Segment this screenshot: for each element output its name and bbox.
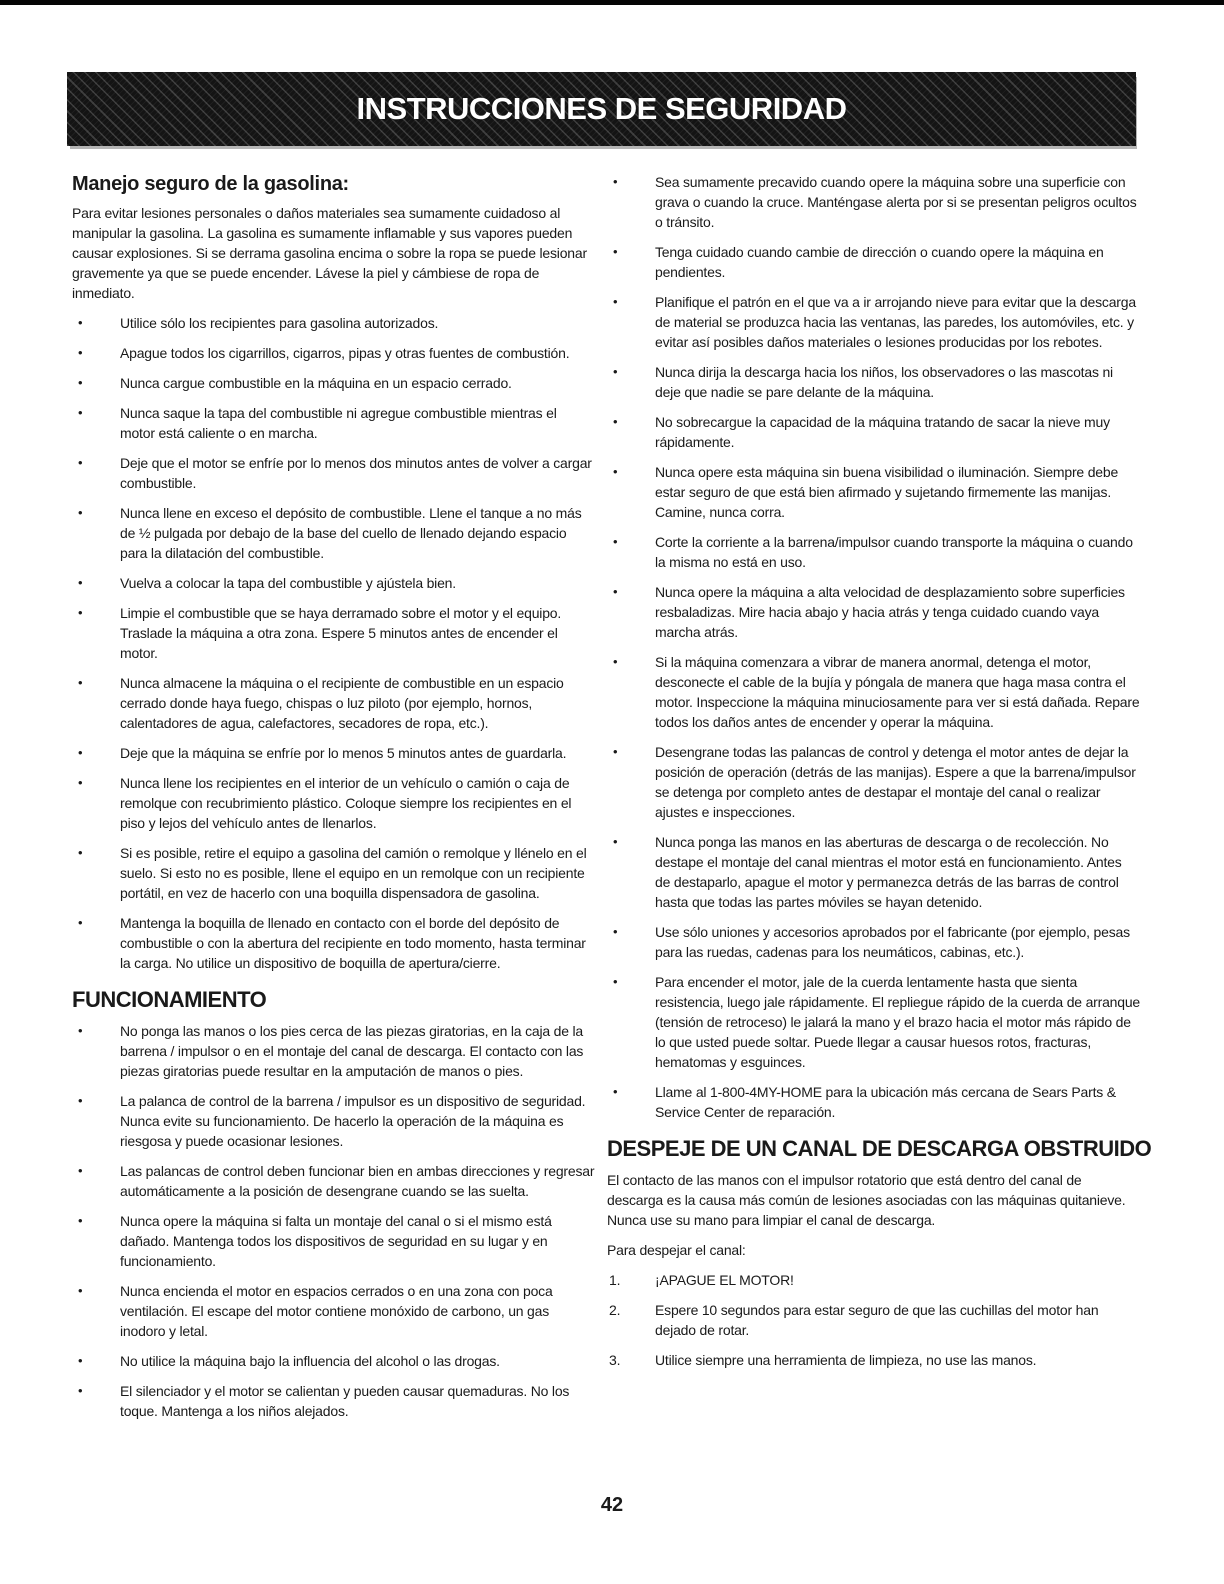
bullet-item [607, 972, 1140, 1072]
bullet-text: Deje que la máquina se enfríe por lo menos 5 minutos antes de guardarla. [120, 745, 567, 761]
bullet-icon: • [613, 364, 618, 379]
gasoline-bullet-list [72, 313, 595, 973]
bullet-text: Nunca almacene la máquina o el recipiente de combustible en un espacio cerrado donde haya fuego, chispas o luz piloto (por ejemplo, hornos, calentadores de agua, calefactores, secadores de ropa, etc.). [120, 675, 564, 731]
bullet-text: Para encender el motor, jale de la cuerda lentamente hasta que sienta resistencia, luego jale rápidamente. El repliegue rápido de la cuerda de arranque (tensión de retroceso) le jalará la mano y el brazo hacia el motor más rápido de lo que usted puede soltar. Puede llegar a causar huesos rotos, fracturas, hematomas y esguinces. [655, 974, 1141, 1070]
bullet-item [607, 532, 1140, 572]
clear-chute-lead-line: Para despejar el canal: [607, 1242, 746, 1258]
bullet-item [72, 1351, 595, 1371]
bullet-icon: • [613, 924, 618, 939]
bullet-icon: • [613, 174, 618, 189]
bullet-text: Tenga cuidado cuando cambie de dirección o cuando opere la máquina en pendientes. [655, 244, 1104, 280]
bullet-item [72, 313, 595, 333]
bullet-icon: • [613, 974, 618, 989]
step-item [607, 1350, 1140, 1370]
bullet-item [72, 343, 595, 363]
step-item [607, 1300, 1140, 1340]
bullet-item [72, 573, 595, 593]
bullet-item [607, 412, 1140, 452]
bullet-text: Corte la corriente a la barrena/impulsor cuando transporte la máquina o cuando la misma no está en uso. [655, 534, 1133, 570]
operation-section-heading: FUNCIONAMIENTO [72, 987, 267, 1012]
bullet-text: Nunca opere esta máquina sin buena visibilidad o iluminación. Siempre debe estar seguro de que está bien afirmado y sujetando firmemente las manijas. Camine, nunca corra. [655, 464, 1119, 520]
bullet-text: Use sólo uniones y accesorios aprobados por el fabricante (por ejemplo, pesas para las ruedas, cadenas para los neumáticos, cabinas, etc.). [655, 924, 1130, 960]
bullet-icon: • [78, 405, 83, 420]
bullet-item [72, 1281, 595, 1341]
banner-title: INSTRUCCIONES DE SEGURIDAD [356, 91, 847, 126]
bullet-item [607, 742, 1140, 822]
gasoline-section-heading: Manejo seguro de la gasolina: [72, 173, 349, 195]
bullet-text: Nunca opere la máquina a alta velocidad de desplazamiento sobre superficies resbaladizas. Mire hacia abajo y hacia atrás y tenga cuidado cuando vaya marcha atrás. [655, 584, 1125, 640]
step-number: 2. [609, 1302, 621, 1318]
bullet-icon: • [78, 375, 83, 390]
bullet-text: No utilice la máquina bajo la influencia del alcohol o las drogas. [120, 1353, 500, 1369]
bullet-item [72, 403, 595, 443]
bullet-item [72, 373, 595, 393]
bullet-icon: • [78, 1353, 83, 1368]
bullet-icon: • [78, 1213, 83, 1228]
step-number: 1. [609, 1272, 621, 1288]
bullet-icon: • [613, 294, 618, 309]
bullet-icon: • [78, 775, 83, 790]
bullet-icon: • [78, 315, 83, 330]
clear-chute-step-list [607, 1270, 1140, 1370]
bullet-item [72, 743, 595, 763]
bullet-text: Planifique el patrón en el que va a ir arrojando nieve para evitar que la descarga de material se produzca hacia las ventanas, las paredes, los automóviles, etc. y evitar así posibles daños materiales o lesiones producidas por los rebotes. [655, 294, 1136, 350]
bullet-item [607, 242, 1140, 282]
bullet-text: Vuelva a colocar la tapa del combustible y ajústela bien. [120, 575, 456, 591]
step-text: Utilice siempre una herramienta de limpieza, no use las manos. [655, 1352, 1037, 1368]
bullet-item [607, 292, 1140, 352]
bullet-item [607, 652, 1140, 732]
bullet-icon: • [613, 584, 618, 599]
bullet-text: Deje que el motor se enfríe por lo menos dos minutos antes de volver a cargar combustible. [120, 455, 592, 491]
bullet-icon: • [78, 1093, 83, 1108]
bullet-text: No sobrecargue la capacidad de la máquina tratando de sacar la nieve muy rápidamente. [655, 414, 1110, 450]
bullet-icon: • [78, 505, 83, 520]
bullet-icon: • [613, 244, 618, 259]
step-text: Espere 10 segundos para estar seguro de que las cuchillas del motor han dejado de rotar. [655, 1302, 1099, 1338]
page-number: 42 [600, 1494, 624, 1516]
bullet-text: Nunca llene los recipientes en el interior de un vehículo o camión o caja de remolque con recubrimiento plástico. Coloque siempre los recipientes en el piso y lejos del vehículo antes de llenarlos. [120, 775, 572, 831]
bullet-item [607, 582, 1140, 642]
bullet-item [72, 1381, 595, 1421]
bullet-icon: • [78, 575, 83, 590]
bullet-text: Mantenga la boquilla de llenado en contacto con el borde del depósito de combustible o con la abertura del recipiente en todo momento, hasta terminar la carga. No utilice un dispositivo de boquilla de apertura/cierre. [120, 915, 586, 971]
bullet-icon: • [78, 915, 83, 930]
bullet-icon: • [78, 605, 83, 620]
bullet-icon: • [613, 414, 618, 429]
bullet-item [607, 172, 1140, 232]
bullet-icon: • [613, 464, 618, 479]
bullet-text: Utilice sólo los recipientes para gasolina autorizados. [120, 315, 439, 331]
step-number: 3. [609, 1352, 621, 1368]
bullet-item [72, 673, 595, 733]
bullet-item [72, 503, 595, 563]
step-item [607, 1270, 1140, 1290]
step-text: ¡APAGUE EL MOTOR! [655, 1272, 794, 1288]
bullet-icon: • [78, 1023, 83, 1038]
bullet-text: Nunca cargue combustible en la máquina en un espacio cerrado. [120, 375, 512, 391]
bullet-text: No ponga las manos o los pies cerca de las piezas giratorias, en la caja de la barrena / impulsor o en el montaje del canal de descarga. El contacto con las piezas giratorias puede resultar en la amputación de manos o pies. [120, 1023, 584, 1079]
gasoline-intro-paragraph: Para evitar lesiones personales o daños materiales sea sumamente cuidadoso al manipular la gasolina. La gasolina es sumamente inflamable y sus vapores pueden causar explosiones. Si se derrama gasolina encima o sobre la ropa se puede lesionar gravemente ya que se puede encender. Lávese la piel y cámbiese de ropa de inmediato. [72, 205, 587, 301]
bullet-item [72, 913, 595, 973]
bullet-item [607, 922, 1140, 962]
bullet-text: Nunca opere la máquina si falta un montaje del canal o si el mismo está dañado. Mantenga todos los dispositivos de seguridad en su lugar y en funcionamiento. [120, 1213, 552, 1269]
bullet-item [72, 773, 595, 833]
operation-bullet-list [72, 1021, 595, 1421]
right-bullet-list [607, 172, 1140, 1122]
bullet-text: Llame al 1-800-4MY-HOME para la ubicación más cercana de Sears Parts & Service Center de reparación. [655, 1084, 1116, 1120]
bullet-icon: • [613, 534, 618, 549]
left-column [72, 172, 595, 1431]
bullet-icon: • [78, 1163, 83, 1178]
bullet-item [72, 603, 595, 663]
bullet-icon: • [78, 745, 83, 760]
bullet-item [607, 832, 1140, 912]
bullet-text: Desengrane todas las palancas de control y detenga el motor antes de dejar la posición de operación (detrás de las manijas). Espere a que la barrena/impulsor se detenga por completo antes de destapar el montaje del canal o realizar ajustes e inspecciones. [655, 744, 1136, 820]
bullet-item [72, 1091, 595, 1151]
bullet-text: El silenciador y el motor se calientan y pueden causar quemaduras. No los toque. Mantenga a los niños alejados. [120, 1383, 570, 1419]
bullet-text: Nunca dirija la descarga hacia los niños, los observadores o las mascotas ni deje que nadie se pare delante de la máquina. [655, 364, 1113, 400]
bullet-item [72, 1161, 595, 1201]
bullet-text: Nunca encienda el motor en espacios cerrados o en una zona con poca ventilación. El escape del motor contiene monóxido de carbono, un gas inodoro y letal. [120, 1283, 553, 1339]
bullet-text: Apague todos los cigarrillos, cigarros, pipas y otras fuentes de combustión. [120, 345, 570, 361]
bullet-text: Limpie el combustible que se haya derramado sobre el motor y el equipo. Traslade la máquina a otra zona. Espere 5 minutos antes de encender el motor. [120, 605, 562, 661]
bullet-text: Nunca ponga las manos en las aberturas de descarga o de recolección. No destape el montaje del canal mientras el motor está en funcionamiento. Antes de destaparlo, apague el motor y permanezca detrás de las barras de control hasta que todas las partes móviles se hayan detenido. [655, 834, 1122, 910]
bullet-icon: • [78, 345, 83, 360]
bullet-item [607, 1082, 1140, 1122]
bullet-item [607, 462, 1140, 522]
bullet-text: La palanca de control de la barrena / impulsor es un dispositivo de seguridad. Nunca evite su funcionamiento. De hacerlo la operación de la máquina es riesgosa y puede ocasionar lesiones. [120, 1093, 586, 1149]
bullet-icon: • [613, 744, 618, 759]
content-columns [72, 172, 1152, 1431]
page-top-edge [0, 0, 1224, 5]
bullet-text: Si es posible, retire el equipo a gasolina del camión o remolque y llénelo en el suelo. Si esto no es posible, llene el equipo en un remolque con un recipiente portátil, en vez de hacerlo con una boquilla dispensadora de gasolina. [120, 845, 587, 901]
bullet-icon: • [613, 654, 618, 669]
bullet-icon: • [78, 455, 83, 470]
bullet-icon: • [613, 834, 618, 849]
bullet-icon: • [78, 845, 83, 860]
bullet-text: Nunca saque la tapa del combustible ni agregue combustible mientras el motor está caliente o en marcha. [120, 405, 557, 441]
bullet-item [72, 453, 595, 493]
bullet-icon: • [613, 1084, 618, 1099]
clear-chute-section-heading: DESPEJE DE UN CANAL DE DESCARGA OBSTRUIDO [607, 1136, 1152, 1161]
page-footer [0, 1494, 1224, 1517]
bullet-item [607, 362, 1140, 402]
bullet-item [72, 1211, 595, 1271]
bullet-item [72, 843, 595, 903]
bullet-text: Sea sumamente precavido cuando opere la máquina sobre una superficie con grava o cuando la cruce. Manténgase alerta por si se presentan peligros ocultos o tránsito. [655, 174, 1137, 230]
bullet-text: Si la máquina comenzara a vibrar de manera anormal, detenga el motor, desconecte el cable de la bujía y póngala de manera que haga masa contra el motor. Inspeccione la máquina minuciosamente para ver si está dañada. Repare todos los daños antes de encender y operar la máquina. [655, 654, 1140, 730]
bullet-icon: • [78, 1283, 83, 1298]
bullet-text: Nunca llene en exceso el depósito de combustible. Llene el tanque a no más de ½ pulgada por debajo de la base del cuello de llenado dejando espacio para la dilatación del combustible. [120, 505, 582, 561]
bullet-icon: • [78, 675, 83, 690]
bullet-icon: • [78, 1383, 83, 1398]
clear-chute-intro-paragraph: El contacto de las manos con el impulsor rotatorio que está dentro del canal de descarga es la causa más común de lesiones asociadas con las máquinas quitanieve. Nunca use su mano para limpiar el canal de descarga. [607, 1172, 1126, 1228]
safety-instructions-banner [67, 72, 1136, 146]
right-column [607, 172, 1152, 1431]
bullet-text: Las palancas de control deben funcionar bien en ambas direcciones y regresar automáticamente a la posición de desengrane cuando se las suelta. [120, 1163, 595, 1199]
bullet-item [72, 1021, 595, 1081]
